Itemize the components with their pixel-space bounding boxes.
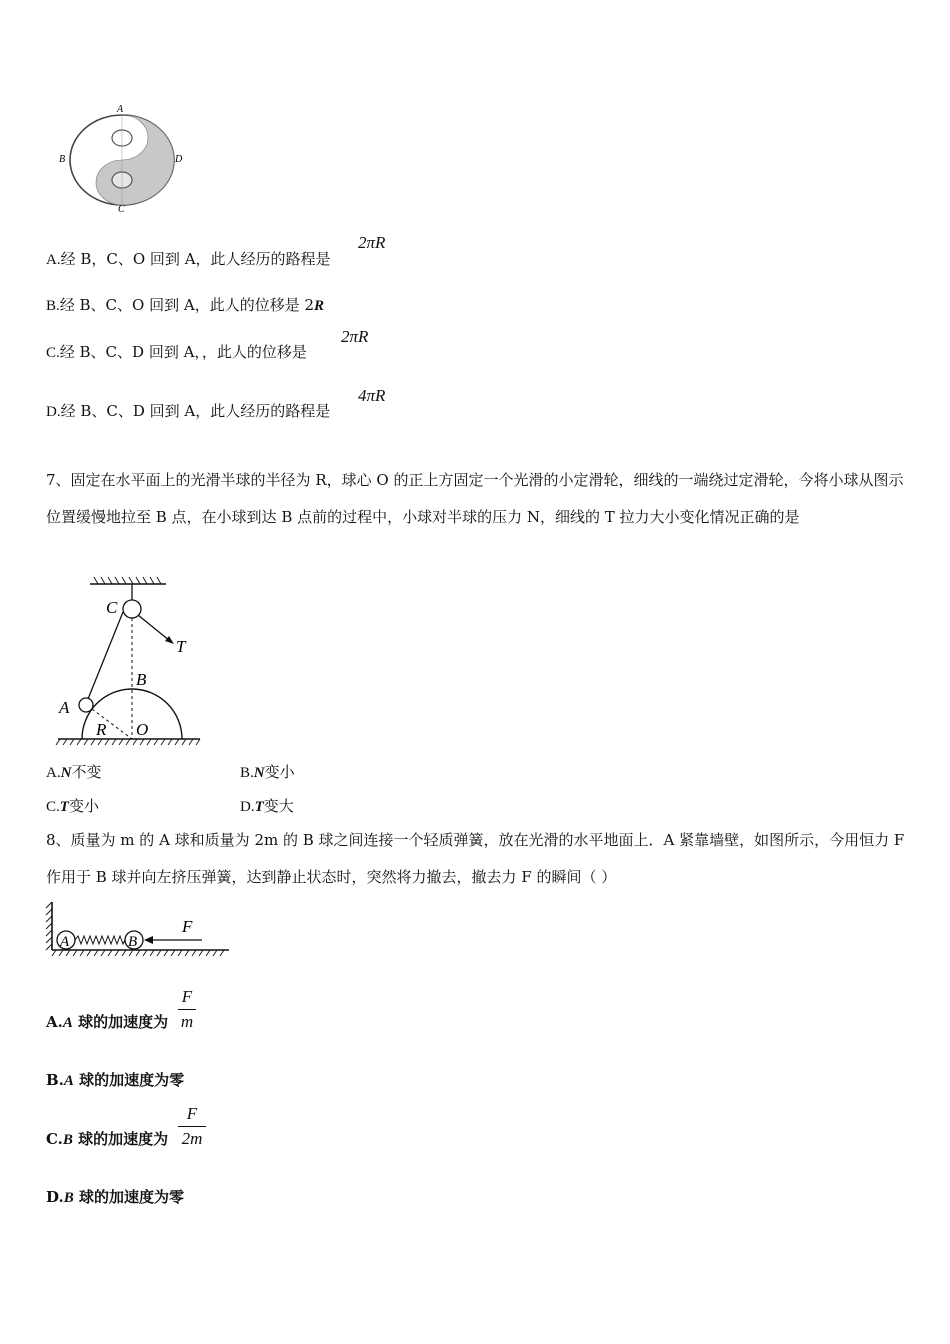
yinyang-label-b: B <box>59 154 66 165</box>
q6-option-a-math: 2πR <box>358 233 386 252</box>
yinyang-label-a: A <box>117 104 124 115</box>
q6-option-a: A.经 B，C、O 回到 A，此人经历的路程是 <box>46 250 331 268</box>
q8-stem: 8、质量为 m 的 A 球和质量为 2m 的 B 球之间连接一个轻质弹簧，放在光滑的水平地面上．A 紧靠墙壁，如图所示，今用恒力 F 作用于 B 球并向左挤压弹簧，达到静止状态时，突然将力撤去，撤去力 F 的瞬间（ ） <box>46 831 905 886</box>
q8-option-d: D.B 球的加速度为零 <box>46 1188 184 1206</box>
q7-label-o: O <box>136 720 149 739</box>
q6-option-d-math: 4πR <box>358 386 386 405</box>
q7-label-c: C <box>106 598 118 617</box>
q6-option-c: C.经 B、C、D 回到 A，，此人的位移是 <box>46 343 307 361</box>
q7-label-r: R <box>96 720 107 739</box>
q8-option-c-fraction: $\frac{F}{2m}$ <box>178 1104 206 1149</box>
q7-option-b: B.N变小 <box>240 763 295 781</box>
q8-option-b: B.A 球的加速度为零 <box>46 1071 185 1089</box>
q8-label-b: B <box>128 934 138 950</box>
q7-option-a: A.N不变 <box>46 763 102 781</box>
q7-label-b: B <box>136 670 147 689</box>
q8-label-f: F <box>182 917 193 936</box>
q7-stem: 7、固定在水平面上的光滑半球的半径为 R，球心 O 的正上方固定一个光滑的小定滑轮，细线的一端绕过定滑轮，今将小球从图示位置缓慢地拉至 B 点，在小球到达 B 点前的过程中，小球对半球的压力 N，细线的 T 拉力大小变化情况正确的是 <box>46 471 904 526</box>
q7-option-d: D.T变大 <box>240 797 294 815</box>
q8-spring-wall-figure <box>44 898 234 960</box>
q8-option-a-fraction: $\frac{F}{m}$ <box>178 987 196 1032</box>
q7-pulley-hemisphere-figure <box>52 575 212 750</box>
yinyang-label-d: D <box>175 154 183 165</box>
yinyang-figure <box>56 100 201 218</box>
q6-option-c-math: 2πR <box>341 327 369 346</box>
yinyang-label-c: C <box>118 204 125 215</box>
q8-label-a: A <box>60 934 70 950</box>
q7-option-c: C.T变小 <box>46 797 99 815</box>
q8-option-a: A.A 球的加速度为 <box>46 1013 169 1031</box>
q6-option-d: D.经 B、C、D 回到 A，此人经历的路程是 <box>46 402 331 420</box>
q7-label-a: A <box>59 698 70 717</box>
q7-label-t: T <box>176 637 186 656</box>
q8-option-c: C.B 球的加速度为 <box>46 1130 169 1148</box>
q6-option-b: B.经 B、C、O 回到 A，此人的位移是 2R <box>46 296 325 314</box>
